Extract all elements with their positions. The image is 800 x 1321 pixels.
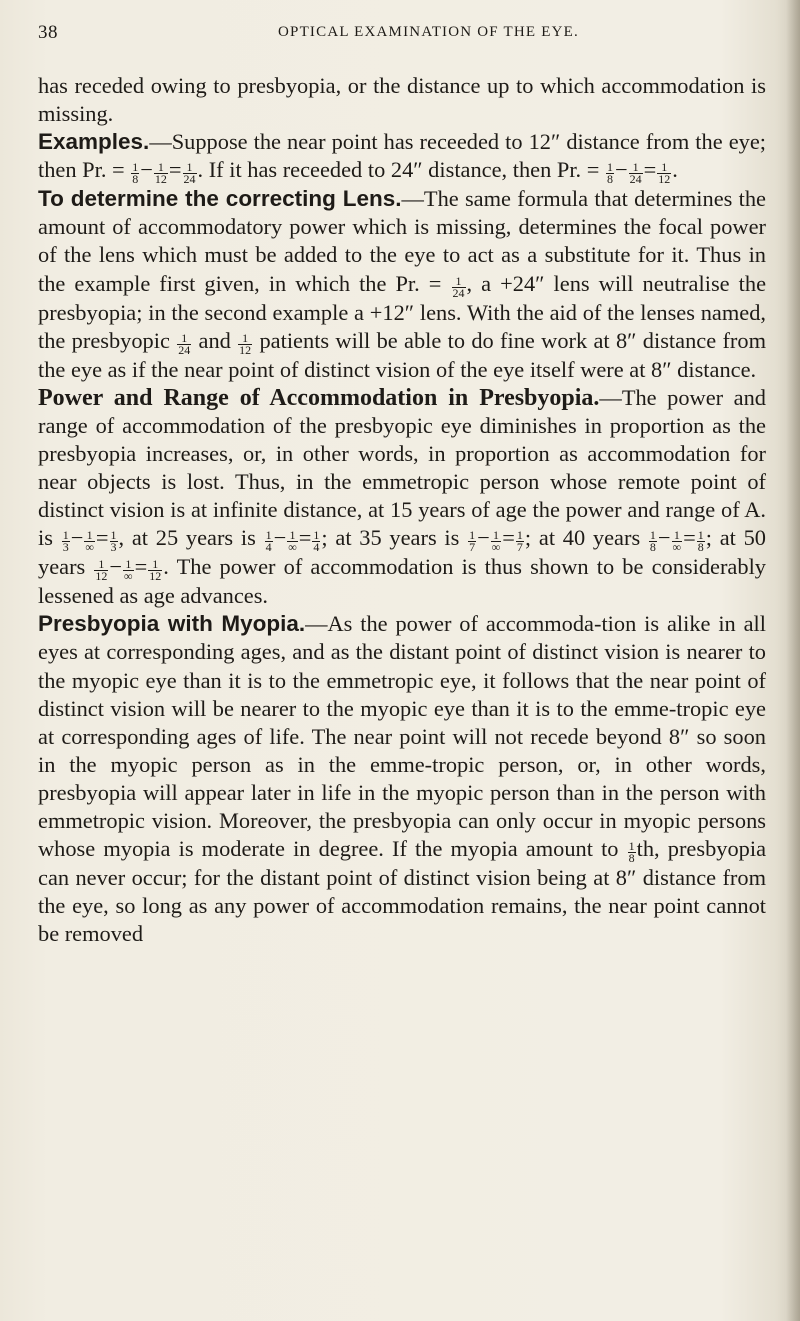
fraction-denominator: 7 (516, 540, 523, 555)
page-edge-shadow (786, 0, 800, 1321)
fraction-denominator: 24 (178, 342, 191, 357)
fraction-denominator: 8 (649, 540, 656, 555)
fraction (123, 559, 134, 582)
paragraph-continuation (38, 72, 766, 128)
fraction-denominator: 24 (629, 172, 642, 187)
fraction-denominator: 24 (183, 172, 196, 187)
paragraph-text: —Suppose the near point has receeded to 12″ distance from the eye; then Pr. = (38, 129, 766, 183)
fraction-numerator: 1 (154, 162, 168, 174)
fraction-denominator: ∞ (672, 540, 682, 555)
section-heading-presbyopia-myopia: Presbyopia with Myopia. (38, 611, 306, 637)
fraction-denominator: 8 (606, 172, 613, 187)
fraction-numerator: 1 (313, 528, 320, 543)
paragraph-text: . (672, 157, 678, 183)
fraction (312, 530, 320, 553)
paragraph-text: th, presbyopia can never occur; for the distant point of distinct vision being at 8″ distance from the eye, so long as any power of accommodation remains, the near point cannot be removed (38, 836, 767, 947)
fraction-numerator: 1 (132, 160, 139, 175)
formula: $\frac{1}{8}$ − $\frac{1}{12}$ = $\frac{1}{24}$ (132, 157, 196, 187)
fraction (672, 530, 683, 553)
fraction (148, 559, 162, 582)
fraction-denominator: 8 (628, 851, 635, 866)
fraction-denominator: 3 (110, 540, 117, 555)
fraction (491, 530, 502, 553)
fraction-denominator: ∞ (491, 540, 501, 555)
body-text (38, 72, 766, 948)
fraction (62, 530, 70, 553)
running-head-title: OPTICAL EXAMINATION OF THE EYE. (278, 24, 579, 40)
paragraph-text: and (192, 327, 238, 353)
fraction (697, 530, 705, 553)
fraction (183, 162, 197, 185)
fraction-numerator: 1 (265, 528, 272, 543)
formula: $\frac{1}{3}$ − $\frac{1}{\infty}$ = $\frac{1}{3}$ (62, 525, 117, 555)
formula: $\frac{1}{8}$ − $\frac{1}{\infty}$ = $\frac{1}{8}$ (649, 525, 704, 555)
fraction-denominator: 12 (149, 569, 162, 584)
fraction-numerator: 1 (697, 528, 704, 543)
fraction (628, 841, 636, 864)
fraction-numerator: 1 (238, 333, 252, 345)
formula: $\frac{1}{12}$ − $\frac{1}{\infty}$ = $\frac{1}{12}$ (95, 554, 162, 584)
formula: $\frac{1}{7}$ − $\frac{1}{\infty}$ = $\frac{1}{7}$ (469, 525, 523, 555)
fraction-numerator: 1 (516, 528, 523, 543)
fraction-denominator: ∞ (288, 540, 297, 555)
fraction-numerator: 1 (62, 528, 69, 543)
formula: $\frac{1}{8}$ − $\frac{1}{24}$ = $\frac{1}{12}$ (606, 157, 671, 187)
section-heading-examples: Examples. (38, 129, 150, 155)
fraction-denominator: 3 (62, 540, 69, 555)
paragraph-examples (38, 128, 766, 185)
fraction (468, 530, 476, 553)
paragraph-text: ; at 50 years (38, 525, 767, 580)
fraction-numerator: 1 (491, 530, 502, 542)
fraction (110, 530, 118, 553)
paragraph-text: patients will be able to do fine work at 8″ distance from the eye as if the near point of distinct vision of the eye itself were at 8″ distance. (38, 327, 766, 382)
fraction (131, 162, 139, 185)
fraction-denominator: ∞ (85, 540, 94, 555)
section-heading-correcting-lens: To determine the correcting Lens. (38, 186, 402, 212)
fraction-numerator: 1 (672, 530, 683, 542)
formula: $\frac{1}{4}$ − $\frac{1}{\infty}$ = $\frac{1}{4}$ (265, 525, 320, 555)
paragraph-correcting-lens (38, 185, 766, 383)
paragraph-text: , a +24″ lens will neutralise the presbyopia; in the second example a +12″ lens. With the aid of the lenses named, the presbyopic (38, 270, 767, 353)
paragraph-text: has receded owing to presbyopia, or the distance up to which accommodation is missing. (38, 73, 766, 127)
fraction-denominator: 8 (697, 540, 704, 555)
fraction-denominator: 24 (452, 285, 465, 300)
fraction-numerator: 1 (183, 162, 197, 174)
fraction-numerator: 1 (94, 559, 108, 571)
fraction (606, 162, 614, 185)
fraction-numerator: 1 (148, 559, 162, 571)
fraction-denominator: 4 (265, 540, 272, 555)
fraction-numerator: 1 (657, 162, 671, 174)
paragraph-text: —As the power of accommoda-tion is alike in all eyes at corresponding ages, and as the distant point of distinct vision is nearer to the myopic eye than it is to the emmetropic eye, it follows that the near point of distinct vision will be nearer to the myopic eye than it is to the emme-tropic eye at corresponding ages of life. The near point will not recede beyond 8″ so soon in the myopic person as in the emme-tropic person, or, in other words, presbyopia will appear later in life in the myopic person than in the person with emmetropic vision. Moreover, the presbyopia can only occur in myopic persons whose myopia is moderate in degree. If the myopia amount to (38, 611, 767, 862)
fraction-numerator: 1 (84, 530, 95, 542)
fraction-denominator: 12 (95, 569, 108, 584)
fraction-numerator: 1 (469, 528, 476, 543)
fraction-numerator: 1 (649, 528, 656, 543)
paragraph-text: , at 25 years is (118, 525, 264, 551)
fraction-numerator: 1 (628, 839, 635, 854)
paragraph-text: . If it has receeded to 24″ distance, then Pr. = (197, 157, 605, 183)
fraction-denominator: 8 (132, 172, 139, 187)
paragraph-presbyopia-myopia (38, 610, 766, 948)
paragraph-text: —The same formula that determines the amount of accommodatory power which is missing, determines the focal power of the lens which must be added to the eye to act as a substitute for it. Thus in the example first given, in which the Pr. = (38, 186, 766, 296)
fraction-numerator: 1 (123, 559, 134, 571)
fraction (154, 162, 168, 185)
fraction (657, 162, 671, 185)
fraction-denominator: 4 (313, 540, 320, 555)
fraction-denominator: ∞ (124, 569, 133, 584)
fraction-numerator: 1 (110, 528, 117, 543)
fraction-numerator: 1 (287, 530, 298, 542)
fraction (238, 330, 252, 357)
section-heading-power-range: Power and Range of Accommodation in Presbyopia. (38, 384, 600, 411)
fraction (452, 273, 466, 300)
paragraph-power-range (38, 384, 766, 611)
fraction (84, 530, 95, 553)
fraction-numerator: 1 (452, 276, 466, 288)
paragraph-text: —The power and range of accommodation of the presbyopic eye diminishes in proportion as the presbyopia increases, or, in other words, in proportion as accommodation for near objects is lost. Thus, in the emmetropic person whose remote point of distinct vision is at infinite distance, at 15 years of age the power and range of A. is (38, 384, 766, 551)
running-head (38, 22, 768, 52)
paragraph-text: ; at 35 years is (321, 525, 468, 551)
fraction (287, 530, 298, 553)
fraction (265, 530, 273, 553)
fraction-numerator: 1 (629, 162, 643, 174)
fraction (177, 330, 191, 357)
paragraph-text: . The power of accommodation is thus shown to be considerably lessened as age advances. (38, 554, 766, 609)
fraction-denominator: 12 (154, 172, 167, 187)
fraction-numerator: 1 (606, 160, 613, 175)
fraction-denominator: 12 (658, 172, 671, 187)
fraction (516, 530, 524, 553)
fraction (629, 162, 643, 185)
fraction-denominator: 12 (239, 342, 252, 357)
fraction (649, 530, 657, 553)
fraction-denominator: 7 (469, 540, 476, 555)
page-number: 38 (38, 22, 58, 43)
fraction-numerator: 1 (177, 333, 191, 345)
fraction (94, 559, 108, 582)
paragraph-text: ; at 40 years (524, 525, 648, 551)
